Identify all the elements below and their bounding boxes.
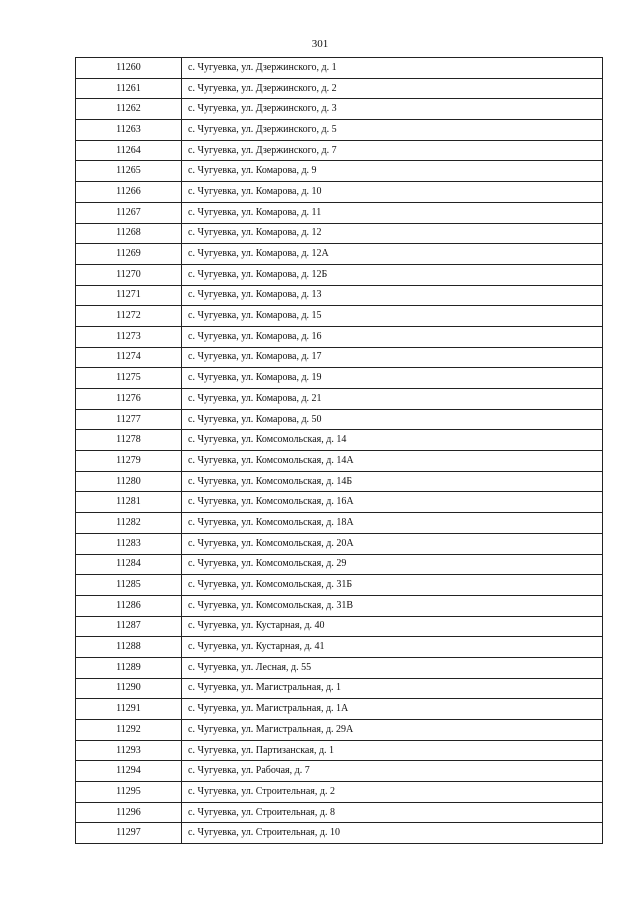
address-cell: с. Чугуевка, ул. Лесная, д. 55 (182, 657, 603, 678)
address-cell: с. Чугуевка, ул. Комарова, д. 10 (182, 182, 603, 203)
table-row (76, 740, 603, 761)
table-row (76, 409, 603, 430)
row-number-cell: 11284 (76, 554, 182, 575)
table-row (76, 657, 603, 678)
table-row (76, 823, 603, 844)
row-number-cell: 11260 (76, 58, 182, 79)
table-row (76, 678, 603, 699)
table-row (76, 637, 603, 658)
row-number-cell: 11275 (76, 368, 182, 389)
table-row (76, 264, 603, 285)
row-number-cell: 11294 (76, 761, 182, 782)
table-row (76, 58, 603, 79)
table-row (76, 285, 603, 306)
address-table (75, 57, 603, 844)
table-row (76, 140, 603, 161)
row-number-cell: 11271 (76, 285, 182, 306)
address-cell: с. Чугуевка, ул. Кустарная, д. 40 (182, 616, 603, 637)
address-cell: с. Чугуевка, ул. Комарова, д. 9 (182, 161, 603, 182)
table-row (76, 720, 603, 741)
row-number-cell: 11273 (76, 326, 182, 347)
address-table-body (76, 58, 603, 844)
row-number-cell: 11261 (76, 78, 182, 99)
row-number-cell: 11293 (76, 740, 182, 761)
address-cell: с. Чугуевка, ул. Комарова, д. 19 (182, 368, 603, 389)
address-cell: с. Чугуевка, ул. Комарова, д. 12 (182, 223, 603, 244)
table-row (76, 120, 603, 141)
address-cell: с. Чугуевка, ул. Строительная, д. 8 (182, 802, 603, 823)
address-cell: с. Чугуевка, ул. Магистральная, д. 1 (182, 678, 603, 699)
table-row (76, 699, 603, 720)
row-number-cell: 11291 (76, 699, 182, 720)
table-row (76, 802, 603, 823)
row-number-cell: 11277 (76, 409, 182, 430)
table-row (76, 782, 603, 803)
address-cell: с. Чугуевка, ул. Комарова, д. 15 (182, 306, 603, 327)
row-number-cell: 11295 (76, 782, 182, 803)
address-cell: с. Чугуевка, ул. Строительная, д. 2 (182, 782, 603, 803)
table-row (76, 347, 603, 368)
row-number-cell: 11268 (76, 223, 182, 244)
table-row (76, 326, 603, 347)
row-number-cell: 11263 (76, 120, 182, 141)
row-number-cell: 11281 (76, 492, 182, 513)
row-number-cell: 11296 (76, 802, 182, 823)
address-cell: с. Чугуевка, ул. Комсомольская, д. 20А (182, 533, 603, 554)
address-cell: с. Чугуевка, ул. Комсомольская, д. 31Б (182, 575, 603, 596)
table-row (76, 223, 603, 244)
address-cell: с. Чугуевка, ул. Строительная, д. 10 (182, 823, 603, 844)
address-cell: с. Чугуевка, ул. Комарова, д. 12Б (182, 264, 603, 285)
row-number-cell: 11264 (76, 140, 182, 161)
address-cell: с. Чугуевка, ул. Магистральная, д. 29А (182, 720, 603, 741)
address-cell: с. Чугуевка, ул. Комарова, д. 50 (182, 409, 603, 430)
address-cell: с. Чугуевка, ул. Комсомольская, д. 14А (182, 451, 603, 472)
address-cell: с. Чугуевка, ул. Партизанская, д. 1 (182, 740, 603, 761)
table-row (76, 430, 603, 451)
table-row (76, 389, 603, 410)
table-row (76, 492, 603, 513)
table-row (76, 533, 603, 554)
row-number-cell: 11292 (76, 720, 182, 741)
address-cell: с. Чугуевка, ул. Комарова, д. 12А (182, 244, 603, 265)
address-cell: с. Чугуевка, ул. Комарова, д. 16 (182, 326, 603, 347)
row-number-cell: 11283 (76, 533, 182, 554)
table-row (76, 616, 603, 637)
table-row (76, 244, 603, 265)
address-cell: с. Чугуевка, ул. Дзержинского, д. 2 (182, 78, 603, 99)
table-row (76, 182, 603, 203)
row-number-cell: 11272 (76, 306, 182, 327)
row-number-cell: 11265 (76, 161, 182, 182)
row-number-cell: 11285 (76, 575, 182, 596)
row-number-cell: 11286 (76, 595, 182, 616)
page-number: 301 (311, 38, 329, 50)
row-number-cell: 11267 (76, 202, 182, 223)
address-cell: с. Чугуевка, ул. Комсомольская, д. 14 (182, 430, 603, 451)
address-cell: с. Чугуевка, ул. Комсомольская, д. 16А (182, 492, 603, 513)
address-cell: с. Чугуевка, ул. Комсомольская, д. 31В (182, 595, 603, 616)
table-row (76, 161, 603, 182)
address-cell: с. Чугуевка, ул. Комсомольская, д. 29 (182, 554, 603, 575)
table-row (76, 306, 603, 327)
address-cell: с. Чугуевка, ул. Комарова, д. 21 (182, 389, 603, 410)
row-number-cell: 11276 (76, 389, 182, 410)
table-row (76, 368, 603, 389)
row-number-cell: 11269 (76, 244, 182, 265)
table-row (76, 554, 603, 575)
row-number-cell: 11262 (76, 99, 182, 120)
address-cell: с. Чугуевка, ул. Комсомольская, д. 14Б (182, 471, 603, 492)
table-row (76, 99, 603, 120)
row-number-cell: 11279 (76, 451, 182, 472)
table-row (76, 78, 603, 99)
row-number-cell: 11282 (76, 513, 182, 534)
address-cell: с. Чугуевка, ул. Дзержинского, д. 1 (182, 58, 603, 79)
address-cell: с. Чугуевка, ул. Комарова, д. 17 (182, 347, 603, 368)
row-number-cell: 11290 (76, 678, 182, 699)
address-cell: с. Чугуевка, ул. Рабочая, д. 7 (182, 761, 603, 782)
row-number-cell: 11297 (76, 823, 182, 844)
address-cell: с. Чугуевка, ул. Комарова, д. 13 (182, 285, 603, 306)
address-cell: с. Чугуевка, ул. Комарова, д. 11 (182, 202, 603, 223)
address-cell: с. Чугуевка, ул. Магистральная, д. 1А (182, 699, 603, 720)
row-number-cell: 11289 (76, 657, 182, 678)
address-cell: с. Чугуевка, ул. Кустарная, д. 41 (182, 637, 603, 658)
table-row (76, 575, 603, 596)
address-cell: с. Чугуевка, ул. Дзержинского, д. 3 (182, 99, 603, 120)
address-cell: с. Чугуевка, ул. Комсомольская, д. 18А (182, 513, 603, 534)
row-number-cell: 11274 (76, 347, 182, 368)
row-number-cell: 11288 (76, 637, 182, 658)
table-row (76, 471, 603, 492)
row-number-cell: 11287 (76, 616, 182, 637)
table-row (76, 451, 603, 472)
table-row (76, 202, 603, 223)
row-number-cell: 11266 (76, 182, 182, 203)
address-cell: с. Чугуевка, ул. Дзержинского, д. 5 (182, 120, 603, 141)
address-cell: с. Чугуевка, ул. Дзержинского, д. 7 (182, 140, 603, 161)
row-number-cell: 11270 (76, 264, 182, 285)
table-row (76, 513, 603, 534)
row-number-cell: 11280 (76, 471, 182, 492)
table-row (76, 761, 603, 782)
row-number-cell: 11278 (76, 430, 182, 451)
table-row (76, 595, 603, 616)
